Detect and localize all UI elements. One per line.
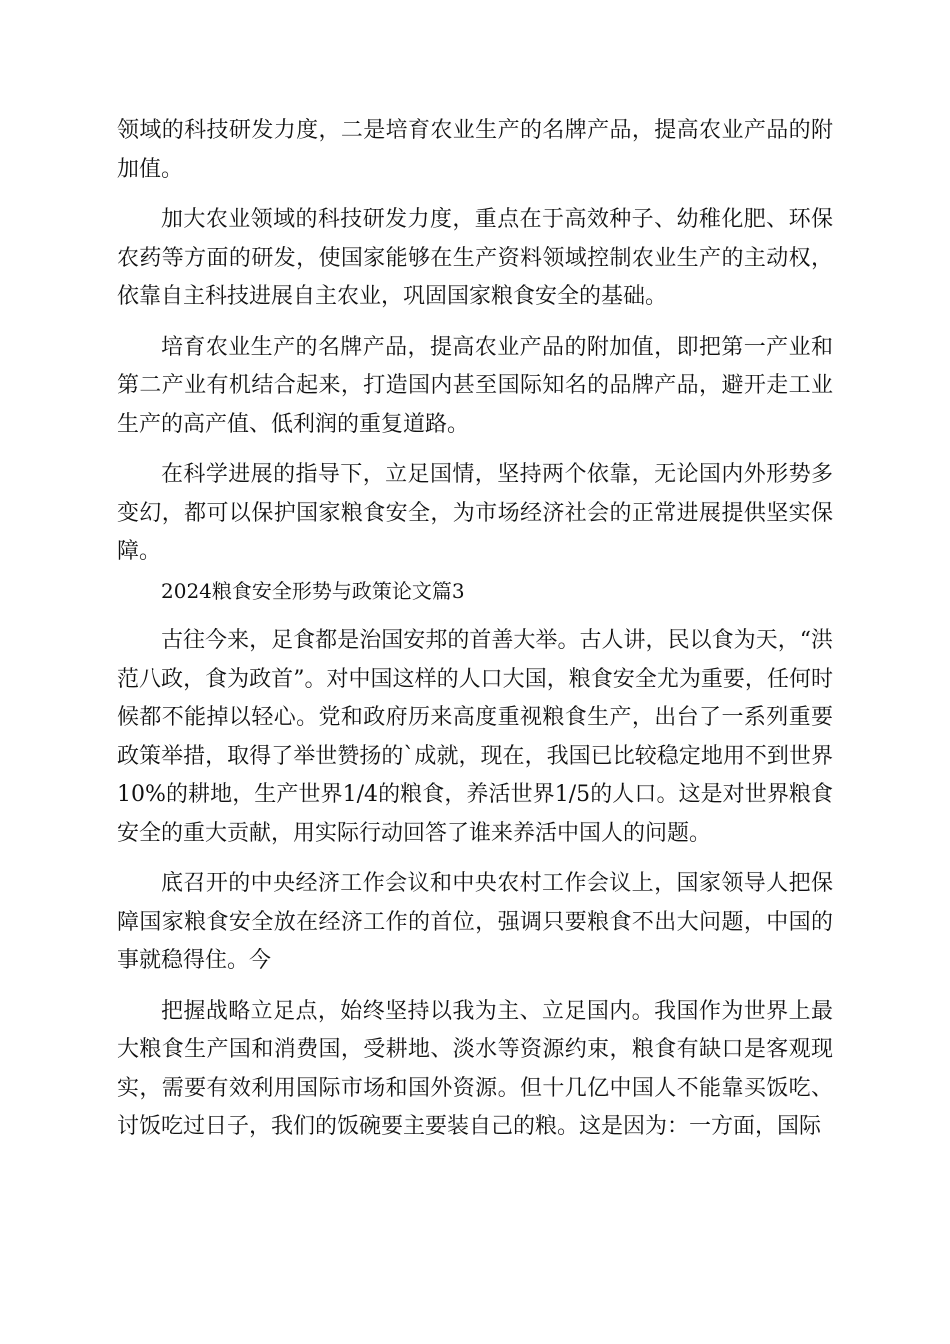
paragraph-7: 把握战略立足点，始终坚持以我为主、立足国内。我国作为世界上最大粮食生产国和消费国，受耕地、淡水等资源约束，粮食有缺口是客观现实，需要有效利用国际市场和国外资源。但十几亿中国人不能靠买饭吃、讨饭吃过日子，我们的饭碗要主要装自己的粮。这是因为：一方面，国际 xyxy=(117,998,833,1139)
paragraph-1: 领域的科技研发力度，二是培育农业生产的名牌产品，提高农业产品的附加值。 xyxy=(117,118,833,182)
paragraph-2: 加大农业领域的科技研发力度，重点在于高效种子、幼稚化肥、环保农药等方面的研发，使国家能够在生产资料领域控制农业生产的主动权，依靠自主科技进展自主农业，巩固国家粮食安全的基础。 xyxy=(117,207,833,309)
section-heading: 2024粮食安全形势与政策论文篇3 xyxy=(161,578,465,603)
paragraph-3: 培育农业生产的名牌产品，提高农业产品的附加值，即把第一产业和第二产业有机结合起来，打造国内甚至国际知名的品牌产品，避开走工业生产的高产值、低利润的重复道路。 xyxy=(117,334,833,437)
paragraph-6: 底召开的中央经济工作会议和中央农村工作会议上，国家领导人把保障国家粮食安全放在经济工作的首位，强调只要粮食不出大问题，中国的事就稳得住。今 xyxy=(117,871,833,973)
document-page xyxy=(117,112,833,1147)
paragraph-4: 在科学进展的指导下，立足国情，坚持两个依靠，无论国内外形势多变幻，都可以保护国家粮食安全，为市场经济社会的正常进展提供坚实保障。 xyxy=(117,462,833,564)
paragraph-5: 古往今来，足食都是治国安邦的首善大举。古人讲，民以食为天，“洪范八政，食为政首”。对中国这样的人口大国，粮食安全尤为重要，任何时候都不能掉以轻心。党和政府历来高度重视粮食生产，出台了一系列重要政策举措，取得了举世赞扬的`成就，现在，我国已比较稳定地用不到世界10%的耕地，生产世界1/4的粮食，养活世界1/5的人口。这是对世界粮食安全的重大贡献，用实际行动回答了谁来养活中国人的问题。 xyxy=(117,628,833,846)
